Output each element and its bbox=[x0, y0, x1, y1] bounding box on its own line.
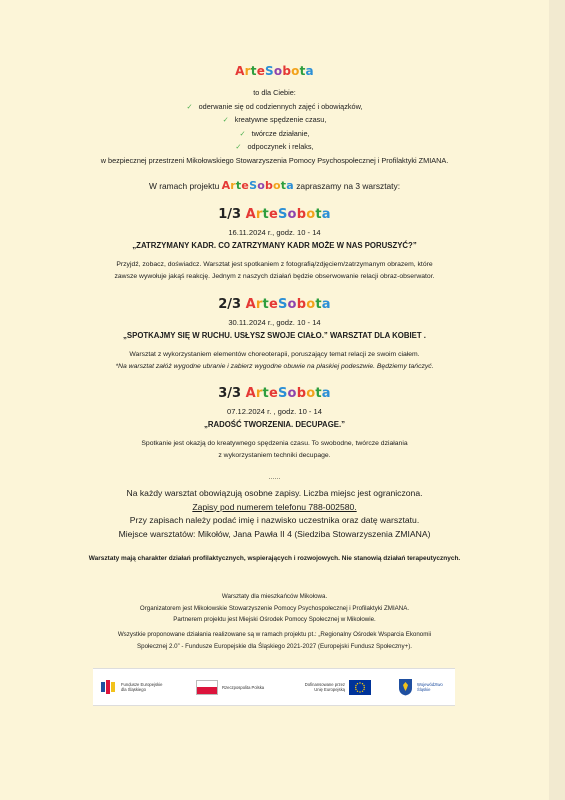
logo-wordmark bbox=[246, 297, 331, 312]
logo-letter: t bbox=[315, 297, 322, 312]
logo-letter: e bbox=[268, 297, 278, 312]
logo-letter: S bbox=[265, 64, 274, 78]
separator-dots: …… bbox=[268, 475, 281, 481]
logo-letter: o bbox=[306, 207, 316, 222]
workshop-title: „RADOŚĆ TWORZENIA. DECUPAGE.” bbox=[203, 420, 346, 429]
logo-letter: S bbox=[277, 207, 288, 222]
logo-letter: t bbox=[262, 386, 269, 401]
signup-limit: Na każdy warsztat obowiązują osobne zapisy. Liczba miejsc jest ograniczona. bbox=[126, 488, 423, 498]
check-icon: ✓ bbox=[235, 142, 242, 151]
logo-letter: a bbox=[305, 64, 314, 78]
logo-letter: o bbox=[273, 179, 281, 192]
logo-letter: r bbox=[255, 207, 263, 222]
logo-letter: A bbox=[245, 207, 256, 222]
intro-item: ✓ oderwanie się od codziennych zajęć i obowiązków, bbox=[186, 101, 363, 111]
logo-letter: r bbox=[244, 64, 251, 78]
logo-letter: t bbox=[299, 64, 306, 78]
logo-letter: A bbox=[245, 386, 256, 401]
logo-letter: A bbox=[235, 64, 245, 78]
workshop-title: „SPOTKAJMY SIĘ W RUCHU. USŁYSZ SWOJE CIAŁO.” WARSZTAT DLA KOBIET . bbox=[123, 331, 426, 340]
silesia-coat-icon bbox=[398, 678, 413, 696]
fe-emblem-icon bbox=[101, 679, 117, 695]
signup-info bbox=[0, 487, 549, 541]
logo-wordmark bbox=[246, 207, 331, 222]
logo-letter: e bbox=[268, 386, 278, 401]
logo-letter: t bbox=[280, 179, 287, 192]
logo-letter: o bbox=[287, 297, 297, 312]
funding-logos-bar bbox=[93, 668, 455, 706]
logo-letter: o bbox=[291, 64, 300, 78]
intro-lead: to dla Ciebie: bbox=[253, 88, 296, 97]
workshop-description: Warsztat z wykorzystaniem elementów choreoterapii, poruszający temat relacji ze swoim ciałem. *Na warsztat załóż wygodne ubranie i zabierz wygodne obuwie na płaskiej podeszwie. Będziemy tańczyć. bbox=[0, 349, 549, 373]
check-icon: ✓ bbox=[186, 101, 193, 111]
workshop-heading: 3/3 ArteSobota bbox=[218, 386, 331, 401]
workshop-description: Przyjdź, zobacz, doświadcz. Warsztat jest spotkaniem z fotografią/zdjęciem/zatrzymanym obrazem, które zawsze wywołuje jakąś reakcję. Jednym z naszych działań będzie obserwowanie relacji obraz-obserwator. bbox=[114, 261, 435, 280]
workshop-title: „ZATRZYMANY KADR. CO ZATRZYMANY KADR MOŻE W NAS PORUSZYĆ?” bbox=[132, 241, 417, 250]
logo-letter: S bbox=[277, 386, 288, 401]
logo-letter: a bbox=[286, 179, 294, 192]
logo-letter: o bbox=[273, 64, 283, 78]
workshop-2 bbox=[0, 297, 549, 373]
logo-unia-europejska: Dofinansowane przez Unię Europejską bbox=[297, 680, 371, 695]
check-icon: ✓ bbox=[222, 115, 229, 124]
workshop-heading: 1/3 ArteSobota bbox=[218, 207, 331, 222]
logo-letter: t bbox=[262, 207, 269, 222]
logo-letter: r bbox=[255, 297, 263, 312]
logo-letter: a bbox=[321, 386, 331, 401]
logo-letter: b bbox=[296, 207, 307, 222]
logo-letter: r bbox=[255, 386, 263, 401]
workshop-date: 30.11.2024 r., godz. 10 - 14 bbox=[228, 318, 321, 327]
workshop-description: Spotkanie jest okazją do kreatywnego spędzenia czasu. To swobodne, twórcze działania z wykorzystaniem techniki decupage. bbox=[141, 440, 408, 459]
logo-letter: e bbox=[241, 179, 250, 192]
workshop-3 bbox=[0, 386, 549, 462]
logo-letter: b bbox=[264, 179, 274, 192]
workshop-date: 07.12.2024 r. , godz. 10 - 14 bbox=[227, 407, 322, 416]
workshop-1 bbox=[0, 207, 549, 283]
workshop-heading: 2/3 ArteSobota bbox=[218, 297, 331, 312]
intro-item: ✓ odpoczynek i relaks, bbox=[235, 142, 314, 151]
logo-letter: A bbox=[245, 297, 256, 312]
signup-phone: Zapisy pod numerem telefonu 788-002580. bbox=[192, 501, 357, 512]
logo-wordmark bbox=[235, 64, 314, 78]
logo-letter: o bbox=[287, 207, 297, 222]
logo-letter: e bbox=[256, 64, 266, 78]
intro-item: ✓ twórcze działanie, bbox=[239, 128, 310, 138]
logo-letter: t bbox=[262, 297, 269, 312]
logo-letter: A bbox=[221, 179, 231, 192]
logo-wordmark bbox=[246, 386, 331, 401]
intro-item: ✓ kreatywne spędzenie czasu, bbox=[222, 115, 327, 124]
logo-letter: a bbox=[321, 297, 331, 312]
logo-letter: b bbox=[296, 297, 307, 312]
logo-letter: t bbox=[315, 386, 322, 401]
logo-letter: t bbox=[315, 207, 322, 222]
intro-closing: w bezpiecznej przestrzeni Mikołowskiego Stowarzyszenia Pomocy Psychospołecznej i Profilaktyki ZMIANA. bbox=[100, 155, 449, 165]
logo-letter: r bbox=[230, 179, 236, 192]
logo-wordmark bbox=[222, 179, 294, 192]
logo-letter: t bbox=[235, 179, 242, 192]
disclaimer-notice: Warsztaty mają charakter działań profilaktycznych, wspierających i rozwojowych. Nie stanowią działań terapeutycznych. bbox=[88, 555, 461, 562]
logo-letter: S bbox=[249, 179, 258, 192]
logo-letter: o bbox=[306, 297, 316, 312]
logo-letter: S bbox=[277, 297, 288, 312]
logo-letter: o bbox=[257, 179, 265, 192]
logo-wojewodztwo-slaskie: Województwo Śląskie bbox=[398, 678, 447, 696]
page-edge bbox=[549, 0, 565, 800]
footer-organizers: Warsztaty dla mieszkańców Mikołowa. Organizatorem jest Mikołowskie Stowarzyszenie Pomocy Psychospołecznej i Profilaktyki ZMIANA. Partnerem projektu jest Miejski Ośrodek Pomocy Społecznej w Mikołowie. bbox=[139, 593, 410, 623]
logo-letter: t bbox=[250, 64, 257, 78]
logo-letter: e bbox=[268, 207, 278, 222]
logo-rzeczpospolita: Rzeczpospolita Polska bbox=[196, 680, 270, 695]
workshop-date: 16.11.2024 r., godz. 10 - 14 bbox=[228, 228, 321, 237]
logo-letter: o bbox=[287, 386, 297, 401]
signup-requirements: Przy zapisach należy podać imię i nazwisko uczestnika oraz datę warsztatu. bbox=[129, 515, 420, 525]
intro-section bbox=[0, 86, 549, 167]
logo-letter: b bbox=[296, 386, 307, 401]
eu-flag-icon bbox=[349, 680, 371, 695]
logo-letter: a bbox=[321, 207, 331, 222]
signup-location: Miejsce warsztatów: Mikołów, Jana Pawła II 4 (Siedziba Stowarzyszenia ZMIANA) bbox=[118, 528, 431, 539]
logo-fundusze-europejskie: Fundusze Europejskie dla Śląskiego bbox=[101, 679, 169, 695]
check-icon: ✓ bbox=[239, 128, 246, 138]
invite-line: W ramach projektu ArteSobota zapraszamy na 3 warsztaty: bbox=[148, 179, 401, 192]
workshop-note: *Na warsztat załóż wygodne ubranie i zabierz wygodne obuwie na płaskiej podeszwie. Będziemy tańczyć. bbox=[115, 363, 434, 370]
logo-letter: b bbox=[282, 64, 292, 78]
artesobota-logo-top bbox=[0, 64, 549, 78]
logo-letter: o bbox=[306, 386, 316, 401]
footer-funding: Wszystkie proponowane działania realizowane są w ramach projektu pt.: „Regionalny Ośrodek Wsparcia Ekonomii Społecznej 2.0” - Fundusze Europejskie dla Śląskiego 2021-2027 (Europejski Fundusz Społeczny+). bbox=[117, 631, 432, 650]
poland-flag-icon bbox=[196, 680, 218, 695]
